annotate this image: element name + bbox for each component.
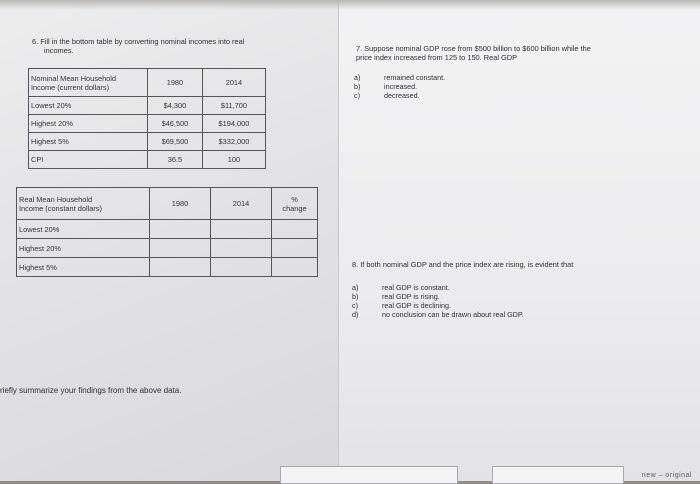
q6-prompt-line1: 6. Fill in the bottom table by converting nominal incomes into real <box>32 37 245 46</box>
table-row <box>29 133 266 151</box>
list-item[interactable]: a) real GDP is constant. <box>352 283 450 292</box>
blank-cell-1980[interactable] <box>150 239 211 258</box>
q8-prompt: 8. If both nominal GDP and the price index are rising, is evident that <box>352 260 574 269</box>
table-row <box>29 97 266 115</box>
row-label: CPI <box>29 151 148 169</box>
cell-1980: $69,500 <box>148 133 203 151</box>
answer-box-right[interactable] <box>492 466 624 484</box>
nominal-header-2014: 2014 <box>202 69 265 97</box>
list-item[interactable]: b) real GDP is rising. <box>352 292 440 301</box>
blank-cell-pct[interactable] <box>272 258 318 277</box>
list-item[interactable]: c) decreased. <box>354 91 420 100</box>
blank-cell-1980[interactable] <box>150 220 211 239</box>
cell-1980: $4,300 <box>148 97 203 115</box>
real-header-1980: 1980 <box>150 188 211 220</box>
table-row <box>17 258 318 277</box>
row-label: Highest 5% <box>17 258 150 277</box>
list-item[interactable]: d) no conclusion can be drawn about real GDP. <box>352 310 524 319</box>
q6-summary-prompt: riefly summarize your findings from the above data. <box>0 386 182 395</box>
real-income-table <box>16 187 318 277</box>
page-shadow <box>0 0 700 10</box>
row-label: Highest 20% <box>17 239 150 258</box>
q6-prompt-line2: incomes. <box>44 46 74 55</box>
real-header-2014: 2014 <box>211 188 272 220</box>
nominal-income-table <box>28 68 266 169</box>
cell-1980: $46,500 <box>148 115 203 133</box>
blank-cell-pct[interactable] <box>272 239 318 258</box>
table-row <box>17 220 318 239</box>
blank-cell-2014[interactable] <box>211 220 272 239</box>
blank-cell-1980[interactable] <box>150 258 211 277</box>
q7-prompt-line2: price index increased from 125 to 150. Real GDP <box>356 53 518 62</box>
real-header-pct-change: % change <box>272 188 318 220</box>
row-label: Lowest 20% <box>17 220 150 239</box>
blank-cell-pct[interactable] <box>272 220 318 239</box>
corner-text: new – original <box>641 472 692 479</box>
q6-prompt <box>32 37 244 55</box>
cell-1980: 36.5 <box>148 151 203 169</box>
cell-2014: $332,000 <box>202 133 265 151</box>
q8-options <box>352 283 524 319</box>
cell-2014: 100 <box>202 151 265 169</box>
cell-2014: $194,000 <box>202 115 265 133</box>
table-row <box>29 115 266 133</box>
row-label: Highest 5% <box>29 133 148 151</box>
blank-cell-2014[interactable] <box>211 239 272 258</box>
list-item[interactable]: b) increased. <box>354 82 418 91</box>
q7-prompt-line1: 7. Suppose nominal GDP rose from $500 billion to $600 billion while the <box>356 44 591 53</box>
list-item[interactable]: a) remained constant. <box>354 73 446 82</box>
nominal-header-label: Nominal Mean Household Income (current dollars) <box>29 69 148 97</box>
list-item[interactable]: c) real GDP is declining. <box>352 301 451 310</box>
real-header-label: Real Mean Household Income (constant dollars) <box>17 188 150 220</box>
row-label: Lowest 20% <box>29 97 148 115</box>
blank-cell-2014[interactable] <box>211 258 272 277</box>
q7-options <box>354 73 445 100</box>
q7-prompt <box>356 44 591 62</box>
cell-2014: $11,700 <box>202 97 265 115</box>
table-row <box>17 239 318 258</box>
row-label: Highest 20% <box>29 115 148 133</box>
answer-box-left[interactable] <box>280 466 458 484</box>
table-row <box>29 151 266 169</box>
nominal-header-1980: 1980 <box>148 69 203 97</box>
